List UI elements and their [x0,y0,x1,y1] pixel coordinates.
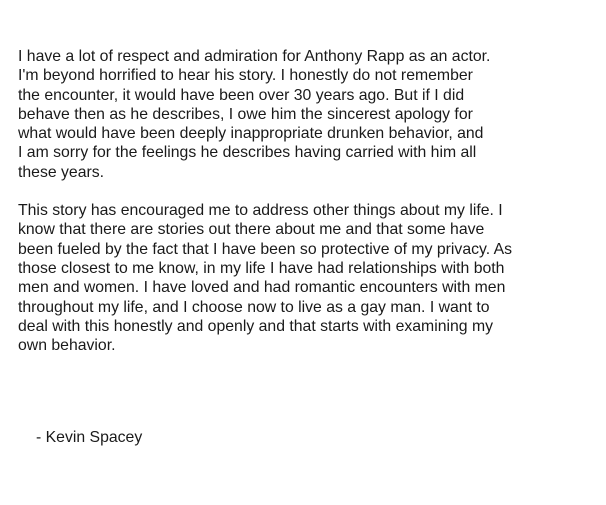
text-line: know that there are stories out there about me and that some have [18,221,485,239]
text-line: those closest to me know, in my life I have had relationships with both [18,259,505,277]
paragraph-apology [18,47,598,182]
text-line: throughout my life, and I choose now to live as a gay man. I want to [18,298,490,316]
signature: - Kevin Spacey [36,429,143,446]
text-line: men and women. I have loved and had romantic encounters with men [18,279,506,297]
text-line: behave then as he describes, I owe him the sincerest apology for [18,105,473,123]
text-line: I am sorry for the feelings he describes having carried with him all [18,144,477,162]
text-line: own behavior. [18,337,116,355]
text-line: I have a lot of respect and admiration for Anthony Rapp as an actor. [18,48,491,65]
text-line: been fueled by the fact that I have been so protective of my privacy. As [18,240,513,258]
text-line: what would have been deeply inappropriate drunken behavior, and [18,125,484,143]
text-line: the encounter, it would have been over 30 years ago. But if I did [18,86,465,104]
text-line: This story has encouraged me to address other things about my life. I [18,202,503,220]
text-line: these years. [18,163,105,181]
statement-body [18,47,598,355]
text-line: I'm beyond horrified to hear his story. I honestly do not remember [18,67,473,85]
text-line: deal with this honestly and openly and that starts with examining my [18,317,494,335]
paragraph-personal [18,201,598,355]
